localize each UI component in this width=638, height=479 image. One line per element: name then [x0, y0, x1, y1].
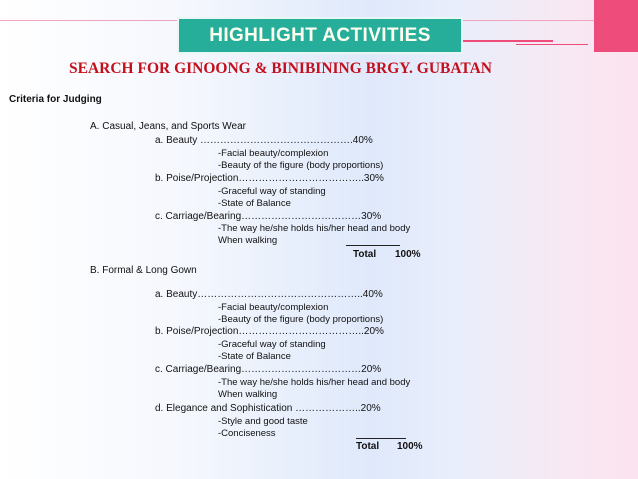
accent-line [463, 40, 553, 42]
section-a-sub: -Facial beauty/complexion [218, 148, 329, 159]
section-b-item-carriage: c. Carriage/Bearing………………………………20% [155, 364, 382, 375]
section-b-sub: -Style and good taste [218, 416, 308, 427]
section-a-item-carriage: c. Carriage/Bearing………………………………30% [155, 211, 382, 222]
section-a-item-beauty: a. Beauty ……………………………………….40% [155, 135, 373, 146]
event-heading: SEARCH FOR GINOONG & BINIBINING BRGY. GUBATAN [69, 60, 493, 77]
section-b-item-beauty: a. Beauty…………………………………………..40% [155, 289, 383, 300]
section-a-sub: -The way he/she holds his/her head and body [218, 223, 411, 234]
section-b-sub: -Graceful way of standing [218, 339, 326, 350]
section-a-total-label: Total [353, 249, 377, 260]
slide-title: HIGHLIGHT ACTIVITIES [209, 24, 431, 46]
section-b-total-label: Total [356, 441, 380, 452]
section-b-title: B. Formal & Long Gown [90, 265, 197, 276]
section-b-sub: -The way he/she holds his/her head and body [218, 377, 411, 388]
section-b-total-value: 100% [397, 441, 423, 452]
accent-line-thin [516, 44, 588, 45]
section-b-sub: -Beauty of the figure (body proportions) [218, 314, 384, 325]
total-underline [346, 245, 400, 246]
section-a-sub: -Beauty of the figure (body proportions) [218, 160, 384, 171]
section-b-sub: -Conciseness [218, 428, 276, 439]
section-a-sub: -State of Balance [218, 198, 291, 209]
section-a-item-poise: b. Poise/Projection………………………………..30% [155, 173, 384, 184]
section-b-sub: -Facial beauty/complexion [218, 302, 329, 313]
section-b-item-poise: b. Poise/Projection………………………………..20% [155, 326, 384, 337]
section-b-item-elegance: d. Elegance and Sophistication ………………..20% [155, 403, 381, 414]
corner-accent-block [594, 0, 638, 52]
section-b-sub: -State of Balance [218, 351, 291, 362]
total-underline [356, 438, 406, 439]
criteria-label: Criteria for Judging [9, 94, 102, 105]
section-a-title: A. Casual, Jeans, and Sports Wear [90, 121, 247, 132]
section-a-sub: When walking [218, 235, 278, 246]
section-b-sub: When walking [218, 389, 278, 400]
section-a-sub: -Graceful way of standing [218, 186, 326, 197]
section-a-total-value: 100% [395, 249, 421, 260]
title-banner [177, 17, 463, 54]
